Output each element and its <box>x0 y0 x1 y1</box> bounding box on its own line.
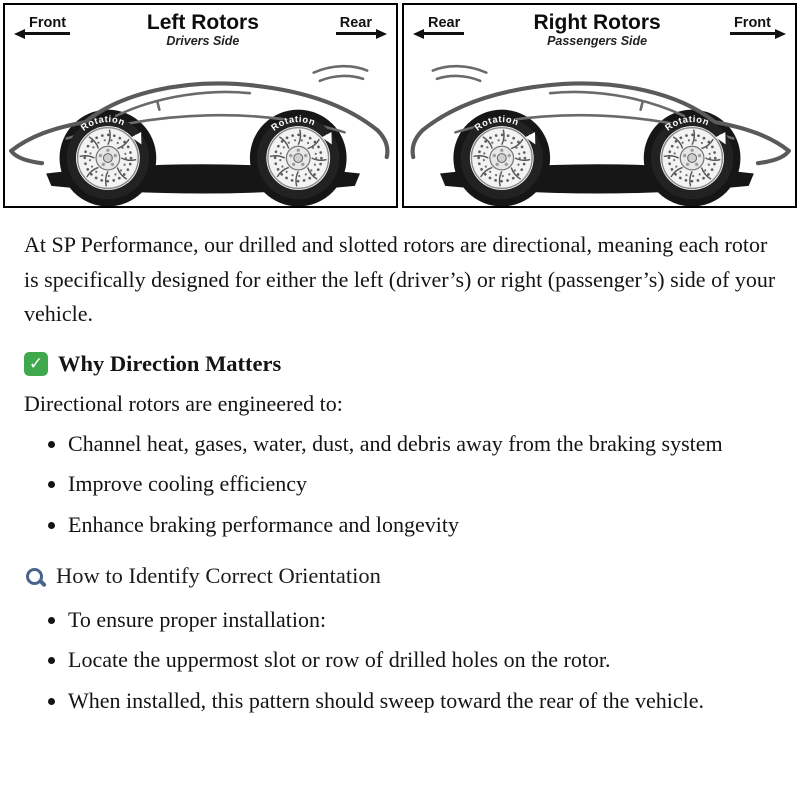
panel-title-text: Right Rotors <box>533 11 661 34</box>
bullet-item: • When installed, this pattern should sweep toward the rear of the vehicle. <box>68 684 776 717</box>
right-panel-title <box>464 12 730 48</box>
left-panel-title <box>70 12 336 48</box>
car-illustration-left <box>5 50 396 206</box>
rotor-front-icon <box>461 117 543 199</box>
rear-direction-indicator <box>336 15 387 35</box>
bullet-item: • Channel heat, gases, water, dust, and debris away from the braking system <box>68 427 776 460</box>
rotor-direction-diagram <box>0 0 800 208</box>
direction-label: Front <box>730 15 775 35</box>
arrow-left-icon <box>14 29 25 39</box>
rotation-label: Rotation <box>269 114 317 133</box>
right-panel-header <box>404 5 795 48</box>
rotation-label: Rotation <box>472 114 521 133</box>
heading-text: How to Identify Correct Orientation <box>56 563 381 589</box>
direction-label: Rear <box>336 15 376 35</box>
arrow-left-icon <box>413 29 424 39</box>
rotation-label: Rotation <box>78 114 127 133</box>
right-rotors-panel <box>402 3 797 208</box>
direction-label: Front <box>25 15 70 35</box>
panel-subtitle-text: Passengers Side <box>547 34 648 49</box>
arrow-right-icon <box>376 29 387 39</box>
car-illustration-right <box>404 50 795 206</box>
section-heading-identify-orientation <box>24 563 776 589</box>
front-direction-indicator <box>14 15 70 35</box>
check-icon: ✓ <box>24 352 48 376</box>
rotation-label: Rotation <box>663 114 711 133</box>
description-content <box>0 208 800 749</box>
front-direction-indicator <box>730 15 786 35</box>
rear-direction-indicator <box>413 15 464 35</box>
direction-label: Rear <box>424 15 464 35</box>
left-panel-header <box>5 5 396 48</box>
arrow-right-icon <box>775 29 786 39</box>
left-rotors-panel <box>3 3 398 208</box>
rotor-rear-icon <box>257 117 339 199</box>
panel-subtitle-text: Drivers Side <box>166 34 240 49</box>
section-heading-direction-matters <box>24 351 776 377</box>
panel-title-text: Left Rotors <box>146 11 259 34</box>
heading-text: Why Direction Matters <box>58 350 282 376</box>
bullet-item: • Locate the uppermost slot or row of drilled holes on the rotor. <box>68 643 776 676</box>
rotor-front-icon <box>67 117 149 199</box>
intro-paragraph: At SP Performance, our drilled and slotted rotors are directional, meaning each rotor is specifically designed for either the left (driver’s) or right (passenger’s) side of your vehicle. <box>24 232 776 326</box>
rotor-rear-icon <box>651 117 733 199</box>
bullet-item: • To ensure proper installation: <box>68 603 776 636</box>
bullet-item: • Improve cooling efficiency <box>68 467 776 500</box>
direction-matters-list <box>42 427 776 541</box>
magnifier-icon <box>26 568 43 585</box>
orientation-list <box>42 603 776 717</box>
lead-paragraph: Directional rotors are engineered to: <box>24 390 343 416</box>
bullet-item: • Enhance braking performance and longevity <box>68 508 776 541</box>
